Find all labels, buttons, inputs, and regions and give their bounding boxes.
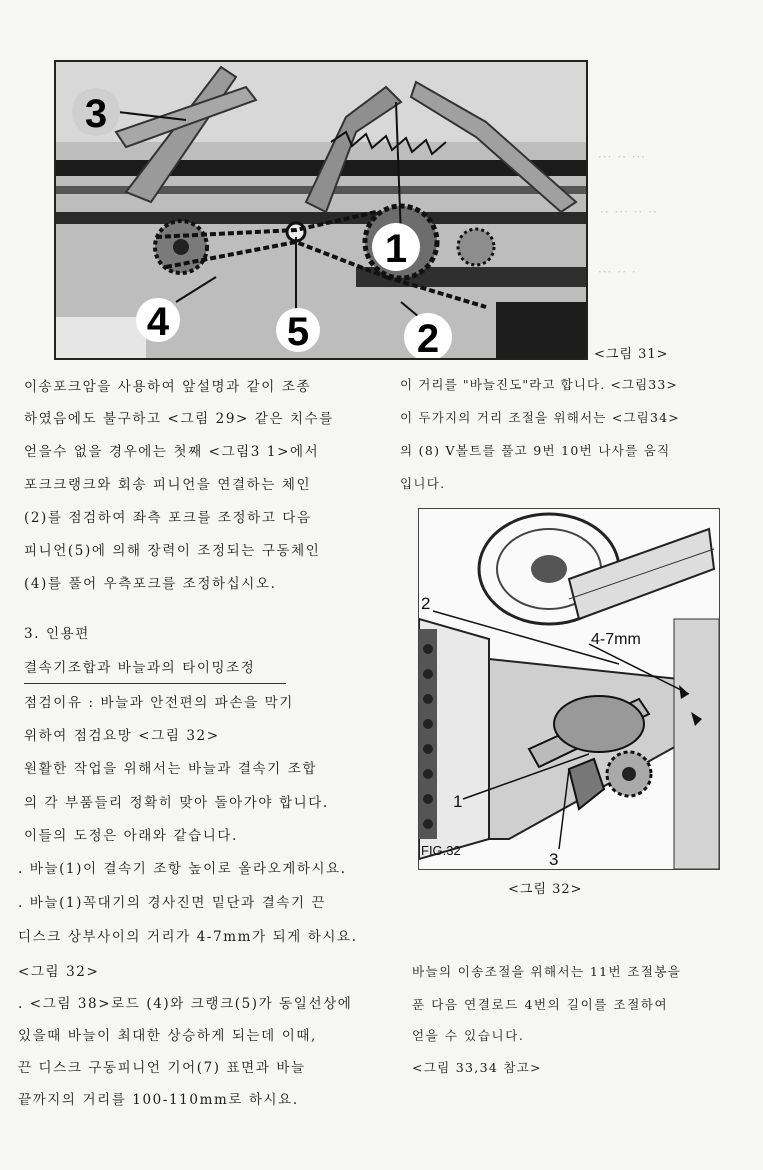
- bleed-through-text: ··· ·· ·: [598, 265, 637, 279]
- bullet-item: 있을때 바늘이 최대한 상승하게 되는데 이때,: [18, 1028, 317, 1044]
- right-para2-line: 바늘의 이송조절을 위해서는 11번 조절봉을: [412, 964, 682, 979]
- right-para1-line: 이 거리를 "바늘진도"라고 합니다. <그림33>: [400, 377, 678, 392]
- section-number: 3. 인용편: [24, 626, 90, 642]
- figure-32-callout-3: 3: [549, 850, 559, 869]
- bleed-through-text: ··· ·· ···: [598, 150, 647, 164]
- left-para1-line: 하였음에도 불구하고 <그림 29> 같은 치수를: [24, 411, 334, 427]
- right-para1-line: 이 두가지의 거리 조절을 위해서는 <그림34>: [400, 410, 680, 425]
- figure-32-callout-2: 2: [421, 594, 431, 613]
- bullet-item: . <그림 38>로드 (4)와 크랭크(5)가 동일선상에: [18, 996, 353, 1012]
- left-para1-line: 얻을수 없을 경우에는 첫째 <그림3 1>에서: [24, 444, 320, 460]
- figure-31-callout-5: 5: [286, 310, 310, 354]
- figure-31-drawing: [56, 62, 586, 358]
- bullet-item: <그림 32>: [18, 964, 100, 980]
- right-para2-line: <그림 33,34 참고>: [412, 1060, 542, 1075]
- figure-32-label: FIG.32: [421, 843, 461, 858]
- left-para2-line: 의 각 부품들리 정확히 맞아 돌아가야 합니다.: [24, 795, 329, 811]
- figure-31-callout-3: 3: [84, 92, 108, 136]
- left-para1-line: 피니언(5)에 의해 장력이 조정되는 구동체인: [24, 543, 321, 559]
- right-para2-line: 푼 다음 연결로드 4번의 길이를 조절하여: [412, 997, 669, 1012]
- figure-31-caption: <그림 31>: [594, 347, 669, 362]
- left-para2-line: 이들의 도정은 아래와 같습니다.: [24, 828, 238, 844]
- figure-32-caption: <그림 32>: [508, 882, 583, 897]
- right-para1-line: 의 (8) V볼트를 풀고 9번 10번 나사를 움직: [400, 443, 671, 458]
- figure-31-callout-4: 4: [146, 300, 170, 344]
- section-heading: 결속기조합과 바늘과의 타이밍조정: [24, 660, 256, 676]
- bleed-through-text: ·· ··· ·· ··: [600, 205, 658, 219]
- bullet-item: 끝까지의 거리를 100-110mm로 하시요.: [18, 1092, 299, 1108]
- left-para2-line: 점검이유 : 바늘과 안전편의 파손을 막기: [24, 695, 294, 711]
- bullet-item: 끈 디스크 구동피니언 기어(7) 표면과 바늘: [18, 1060, 306, 1076]
- right-para2-line: 얻을 수 있습니다.: [412, 1028, 525, 1043]
- left-para2-line: 위하여 점검요망 <그림 32>: [24, 728, 220, 744]
- figure-31-callout-2: 2: [416, 317, 440, 358]
- left-para1-line: (4)를 풀어 우측포크를 조정하십시오.: [24, 576, 277, 592]
- bullet-item: 디스크 상부사이의 거리가 4-7mm가 되게 하시요.: [18, 929, 358, 945]
- figure-32-callout-1: 1: [453, 792, 463, 811]
- left-para2-line: 원활한 작업을 위해서는 바늘과 결속기 조합: [24, 761, 317, 777]
- heading-underline: [24, 683, 286, 684]
- bullet-item: . 바늘(1)꼭대기의 경사진면 밑단과 결속기 끈: [18, 895, 327, 911]
- figure-32-drawing: [418, 508, 720, 870]
- figure-32-measurement: 4-7mm: [591, 631, 641, 648]
- left-para1-line: 포크크랭크와 회송 피니언을 연결하는 체인: [24, 477, 312, 493]
- figure-31-callout-1: 1: [384, 227, 408, 271]
- figure-31-photo: [54, 60, 588, 360]
- bullet-item: . 바늘(1)이 결속기 조항 높이로 올라오게하시요.: [18, 861, 347, 877]
- right-para1-line: 입니다.: [400, 476, 446, 491]
- left-para1-line: 이송포크암을 사용하여 앞설명과 같이 조종: [24, 379, 312, 395]
- left-para1-line: (2)를 점검하여 좌측 포크를 조정하고 다음: [24, 510, 312, 526]
